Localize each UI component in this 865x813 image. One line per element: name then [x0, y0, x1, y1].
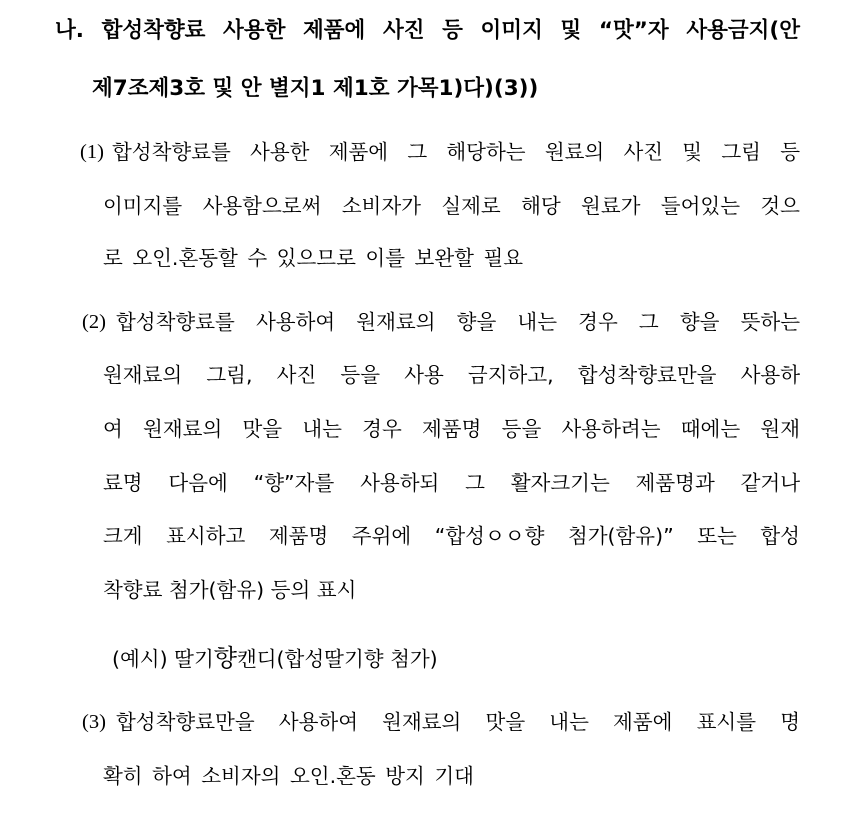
item-2-number: (2) — [82, 311, 106, 333]
item-1-line-2: 이미지를 사용함으로써 소비자가 실제로 해당 원료가 들어있는 것으 — [103, 194, 800, 218]
item-2-line-3: 여 원재료의 맛을 내는 경우 제품명 등을 사용하려는 때에는 원재 — [103, 417, 800, 441]
example-note: (합성딸기향 첨가) — [276, 647, 438, 671]
section-heading-line-1: 나. 합성착향료 사용한 제품에 사진 등 이미지 및 “맛”자 사용금지(안 — [55, 18, 800, 43]
example-product: 딸기향캔디 — [174, 644, 277, 672]
item-1-line-3: 로 오인.혼동할 수 있으므로 이를 보완할 필요 — [103, 246, 524, 270]
item-1-number: (1) — [80, 141, 104, 163]
item-3-line-2: 확히 하여 소비자의 오인.혼동 방지 기대 — [103, 764, 474, 788]
item-2-line-2: 원재료의 그림, 사진 등을 사용 금지하고, 합성착향료만을 사용하 — [103, 363, 800, 387]
item-3-number: (3) — [82, 711, 106, 733]
item-3-line-1: 합성착향료만을 사용하여 원재료의 맛을 내는 제품에 표시를 명 — [116, 710, 800, 734]
item-2-line-6: 착향료 첨가(함유) 등의 표시 — [103, 578, 357, 602]
section-heading-line-2: 제7조제3호 및 안 별지1 제1호 가목1)다)(3)) — [92, 76, 539, 101]
item-1-line-1: 합성착향료를 사용한 제품에 그 해당하는 원료의 사진 및 그림 등 — [112, 140, 800, 164]
item-2-line-1: 합성착향료를 사용하여 원재료의 향을 내는 경우 그 향을 뜻하는 — [116, 310, 800, 334]
example-label: (예시) — [112, 647, 168, 671]
item-2-line-5: 크게 표시하고 제품명 주위에 “합성ㅇㅇ향 첨가(함유)” 또는 합성 — [103, 524, 800, 548]
example-line — [112, 645, 438, 672]
item-2-line-4: 료명 다음에 “향”자를 사용하되 그 활자크기는 제품명과 같거나 — [103, 471, 800, 495]
